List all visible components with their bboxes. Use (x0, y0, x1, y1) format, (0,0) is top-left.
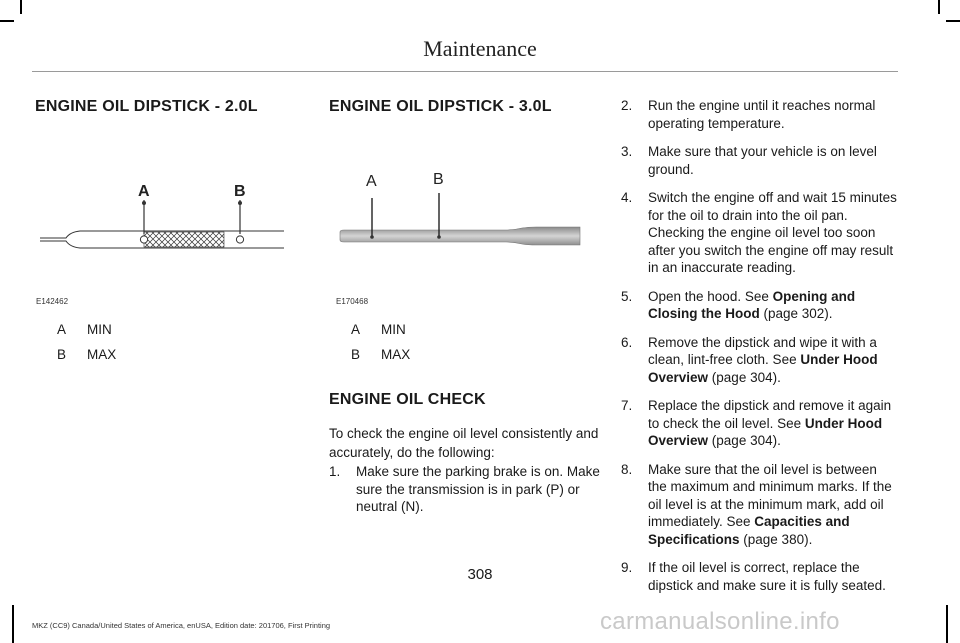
step-number: 4. (621, 190, 633, 205)
crop-mark (20, 0, 22, 14)
legend-letter: A (351, 322, 361, 337)
legend-letter: B (57, 347, 67, 362)
step-item (621, 334, 897, 387)
legend-text: MIN (87, 322, 112, 337)
figure-code: E142462 (36, 297, 69, 306)
page-reference: (page 380). (739, 531, 813, 547)
cross-reference-link[interactable]: Under Hood Overview (648, 415, 883, 448)
dipstick-2-0l-figure (36, 176, 288, 256)
crop-mark (946, 605, 948, 643)
legend-2-0l (57, 317, 116, 367)
crop-mark (946, 20, 960, 22)
crop-mark (938, 0, 940, 14)
page-reference: (page 304). (708, 369, 781, 385)
step-number: 9. (621, 560, 633, 575)
step-number: 6. (621, 334, 633, 350)
step-text: If the oil level is correct, replace the dipstick and make sure it is fully seated. (648, 560, 886, 593)
page-title: Maintenance (423, 36, 537, 61)
step-item (621, 461, 897, 549)
step-number: 1. (329, 464, 341, 479)
dipstick-3-0l-max-mark (437, 235, 441, 239)
step-item (621, 397, 897, 450)
figure-code: E170468 (336, 297, 369, 306)
legend-text: MAX (381, 347, 411, 362)
step-text: Make sure that the oil level is between the maximum and minimum marks. If the oil level is at the minimum mark, add oil immediately. See (648, 461, 892, 529)
step-text: Make sure the parking brake is on. Make sure the transmission is in park (P) or neutral (N). (356, 464, 600, 514)
marker-b-label: B (433, 171, 444, 188)
step-text: Remove the dipstick and wipe it with a clean, lint-free cloth. See (648, 334, 877, 367)
step-item (621, 189, 897, 277)
crop-mark (0, 20, 14, 22)
dipstick-3-0l-figure (336, 166, 588, 258)
step-number: 5. (621, 288, 633, 304)
step-text: Switch the engine off and wait 15 minutes for the oil to drain into the oil pan. Checking the engine oil level too soon after you switch the engine off may result in an inaccurate reading. (648, 190, 897, 275)
step-text: Run the engine until it reaches normal operating temperature. (648, 98, 876, 131)
legend-row (351, 342, 410, 367)
step-item (329, 463, 603, 516)
section-heading-engine-oil-check: ENGINE OIL CHECK (329, 391, 486, 408)
dipstick-2-0l-max-hole (236, 236, 243, 243)
intro-paragraph: To check the engine oil level consistently and accurately, do the following: (329, 426, 599, 460)
step-text: Open the hood. See (648, 288, 773, 304)
step-item (621, 288, 897, 323)
steps-list-right (621, 97, 897, 605)
legend-letter: A (57, 322, 67, 337)
legend-row (57, 342, 116, 367)
crop-mark (12, 605, 14, 643)
legend-row (57, 317, 116, 342)
legend-3-0l (351, 317, 410, 367)
legend-text: MAX (87, 347, 117, 362)
section-heading-dipstick-3-0l: ENGINE OIL DIPSTICK - 3.0L (329, 98, 552, 115)
cross-reference-link[interactable]: Under Hood Overview (648, 352, 878, 385)
step-text: Make sure that your vehicle is on level ground. (648, 144, 877, 177)
cross-reference-link[interactable]: Capacities and Specifications (648, 514, 850, 547)
legend-letter: B (351, 347, 361, 362)
marker-a-label: A (366, 173, 377, 190)
dipstick-2-0l-min-hole (140, 236, 147, 243)
page-reference: (page 304). (708, 433, 781, 448)
header-rule (32, 71, 898, 72)
section-heading-dipstick-2-0l: ENGINE OIL DIPSTICK - 2.0L (35, 98, 258, 115)
legend-row (351, 317, 410, 342)
step-item (621, 97, 897, 132)
dipstick-3-0l-blade (340, 227, 580, 245)
dipstick-2-0l-hatch-zone (144, 232, 224, 247)
step-number: 3. (621, 144, 633, 159)
dipstick-3-0l-min-mark (370, 235, 374, 239)
legend-text: MIN (381, 322, 406, 337)
watermark: carmanualsonline.info (600, 608, 840, 635)
step-number: 8. (621, 461, 633, 477)
page-number: 308 (467, 566, 493, 583)
steps-list-middle (329, 463, 603, 527)
step-number: 2. (621, 98, 633, 113)
cross-reference-link[interactable]: Opening and Closing the Hood (648, 288, 856, 321)
step-item (621, 143, 897, 178)
step-text: Replace the dipstick and remove it again to check the oil level. See (648, 398, 892, 431)
footer-edition-info: MKZ (CC9) Canada/United States of America, enUSA, Edition date: 201706, First Printing (32, 621, 331, 630)
page-reference: (page 302). (759, 306, 833, 321)
marker-b-label: B (234, 183, 246, 200)
marker-a-label: A (138, 183, 150, 200)
step-number: 7. (621, 398, 633, 413)
